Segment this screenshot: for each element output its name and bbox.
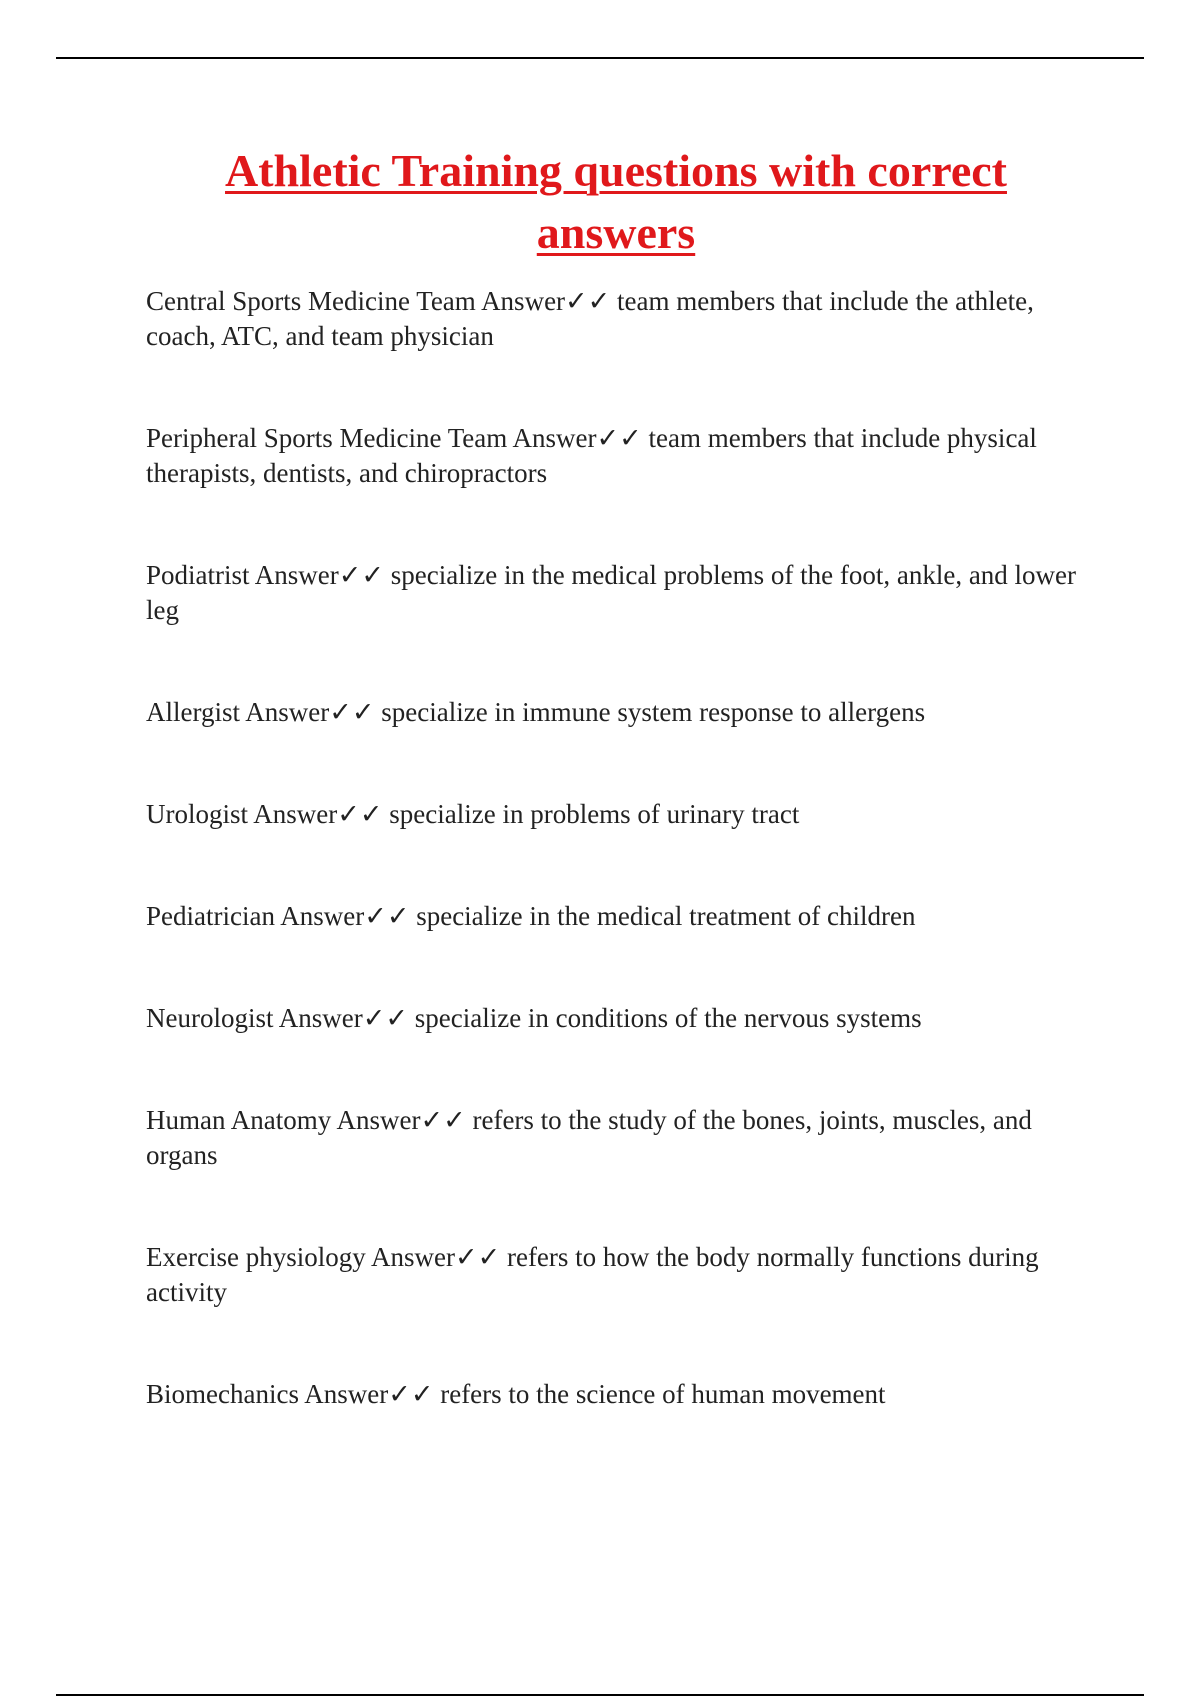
qa-item (146, 284, 1086, 354)
answer-marker: Answer✓✓ (278, 1003, 408, 1033)
qa-answer: team members that include the athlete, coach, ATC, and team physician (146, 286, 1034, 351)
qa-answer: team members that include physical therapists, dentists, and chiropractors (146, 423, 1037, 488)
answer-marker: Answer✓✓ (370, 1242, 501, 1272)
qa-item (146, 1240, 1086, 1310)
qa-answer: specialize in immune system response to allergens (381, 697, 926, 727)
qa-item (146, 695, 1086, 730)
answer-marker: Answer✓✓ (245, 697, 375, 727)
qa-term: Human Anatomy (146, 1105, 332, 1135)
qa-item (146, 1377, 1086, 1412)
qa-answer: refers to how the body normally functions during activity (146, 1242, 1039, 1307)
answer-marker: Answer✓✓ (280, 901, 410, 931)
bottom-rule (56, 1694, 1144, 1696)
qa-list (146, 284, 1086, 1412)
qa-item (146, 1001, 1086, 1036)
qa-term: Neurologist (146, 1003, 274, 1033)
qa-term: Biomechanics (146, 1379, 299, 1409)
answer-marker: Answer✓✓ (336, 1105, 466, 1135)
qa-answer: specialize in the medical problems of the foot, ankle, and lower leg (146, 560, 1077, 625)
qa-term: Podiatrist (146, 560, 250, 590)
document-title-line-2: answers (536, 207, 696, 258)
qa-item (146, 558, 1086, 628)
qa-term: Pediatrician (146, 901, 275, 931)
qa-term: Central Sports Medicine Team (146, 286, 476, 316)
qa-item (146, 797, 1086, 832)
document-title (146, 140, 1086, 264)
qa-item (146, 899, 1086, 934)
qa-answer: specialize in the medical treatment of children (416, 901, 916, 931)
qa-answer: refers to the science of human movement (440, 1379, 886, 1409)
top-rule (56, 57, 1144, 59)
qa-answer: refers to the study of the bones, joints, muscles, and organs (146, 1105, 1032, 1170)
qa-item (146, 1103, 1086, 1173)
answer-marker: Answer✓✓ (254, 560, 385, 590)
answer-marker: Answer✓✓ (253, 799, 383, 829)
qa-term: Peripheral Sports Medicine Team (146, 423, 508, 453)
answer-marker: Answer✓✓ (512, 423, 642, 453)
qa-item (146, 421, 1086, 491)
document-page (146, 140, 1086, 1412)
qa-answer: specialize in conditions of the nervous systems (414, 1003, 922, 1033)
qa-term: Allergist (146, 697, 240, 727)
document-title-line-1: Athletic Training questions with correct (225, 145, 1007, 196)
qa-term: Exercise physiology (146, 1242, 366, 1272)
qa-term: Urologist (146, 799, 249, 829)
answer-marker: Answer✓✓ (304, 1379, 434, 1409)
answer-marker: Answer✓✓ (481, 286, 611, 316)
qa-answer: specialize in problems of urinary tract (389, 799, 800, 829)
